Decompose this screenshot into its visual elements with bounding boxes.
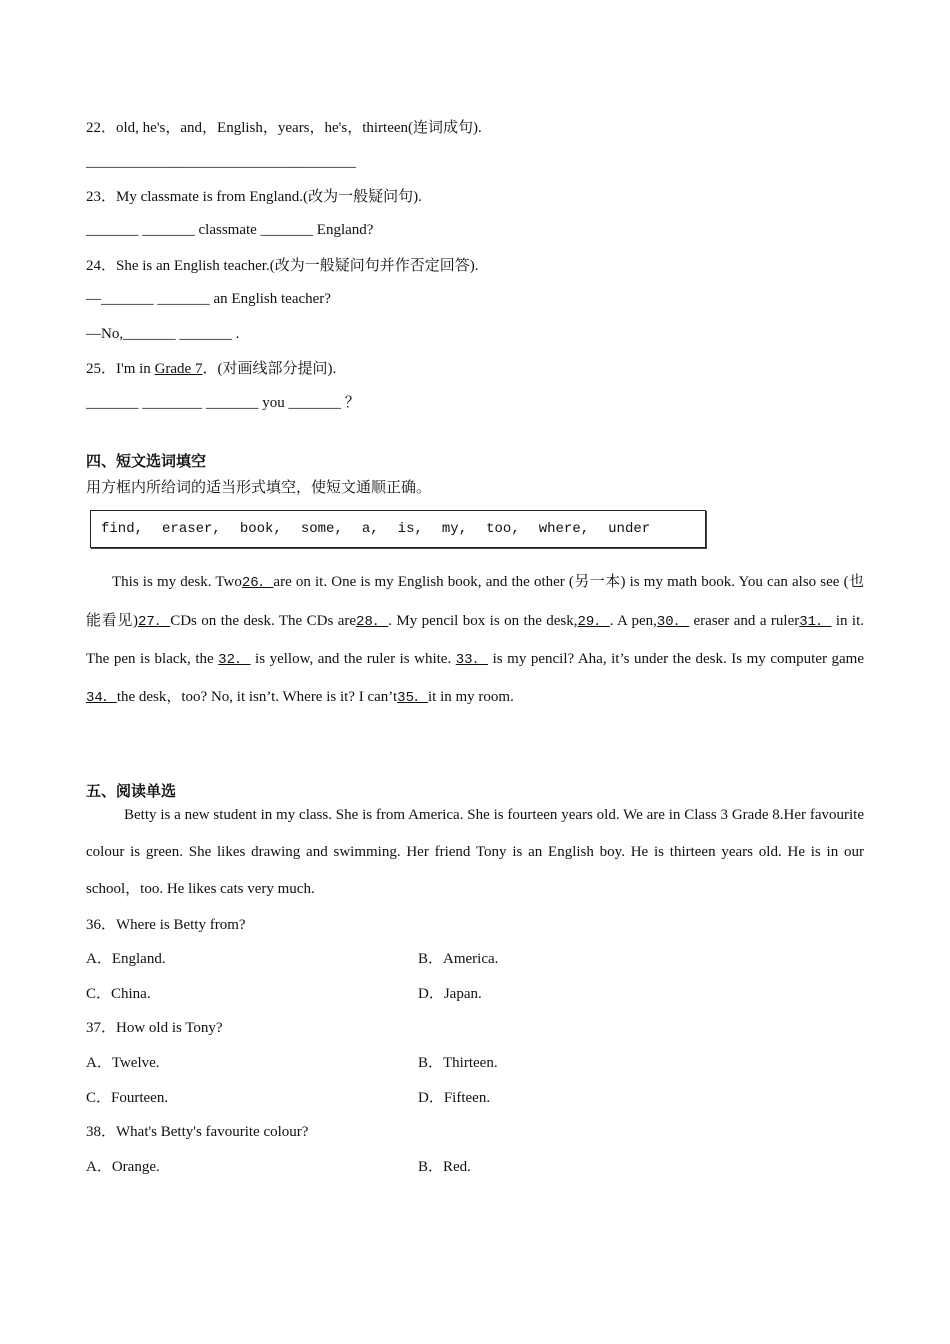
option-37-b[interactable]: B．Thirteen.	[418, 1055, 498, 1071]
word-item: too,	[486, 521, 520, 537]
option-36-d[interactable]: D．Japan.	[418, 986, 482, 1002]
question-25: 25．I'm in Grade 7．(对画线部分提问).	[86, 359, 337, 377]
answer-line-25[interactable]: _______ ________ _______ you _______ ？	[86, 395, 360, 411]
option-38-a[interactable]: A．Orange.	[86, 1159, 160, 1175]
word-item: some,	[300, 521, 343, 537]
word-item: book,	[239, 521, 282, 537]
section-4-title: 四、短文选词填空	[86, 452, 207, 470]
word-box	[90, 510, 706, 548]
word-item: a,	[361, 521, 379, 537]
blank-28[interactable]: 28．	[356, 614, 389, 630]
answer-line-24b[interactable]: —No,_______ _______ .	[86, 326, 240, 342]
option-37-a[interactable]: A．Twelve.	[86, 1055, 160, 1071]
blank-32[interactable]: 32．	[218, 652, 251, 668]
word-item: find,	[101, 521, 144, 537]
blank-31[interactable]: 31．	[799, 614, 832, 630]
blank-29[interactable]: 29．	[577, 614, 610, 630]
question-22: 22．old, he's，and，English，years，he's，thirteen(连词成句).	[86, 118, 482, 136]
underlined-phrase: Grade 7	[154, 361, 203, 377]
blank-30[interactable]: 30．	[656, 614, 690, 630]
answer-line-24a[interactable]: —_______ _______ an English teacher?	[86, 291, 331, 307]
cloze-passage: This is my desk. Two26．are on it. One is my English book, and the other (另一本) is my math book. You can also see (也能看见)27．CDs on the desk. The CDs are28．. My pencil box is on the desk,29．. A pen,30． eraser and a ruler31． in it. The pen is black, the 32． is yellow, and the ruler is white. 33． is my pencil? Aha, it’s under the desk. Is my computer game 34．the desk，too? No, it isn’t. Where is it? I can’t35．it in my room.	[86, 572, 864, 706]
blank-34[interactable]: 34．	[86, 690, 117, 706]
question-23: 23．My classmate is from England.(改为一般疑问句).	[86, 187, 422, 205]
option-37-d[interactable]: D．Fifteen.	[418, 1090, 491, 1106]
question-24: 24．She is an English teacher.(改为一般疑问句并作否定回答).	[86, 256, 479, 274]
answer-line-22[interactable]: ____________________________________	[86, 154, 356, 170]
word-item: under	[608, 521, 651, 537]
word-item: eraser,	[162, 521, 221, 537]
question-36: 36．Where is Betty from?	[86, 917, 246, 933]
section-5-title: 五、阅读单选	[86, 782, 177, 800]
reading-passage: Betty is a new student in my class. She is from America. She is fourteen years old. We are in Class 3 Grade 8.Her favourite colour is green. She likes drawing and swimming. Her friend Tony is an English boy. He is thirteen years old. He is in our school，too. He likes cats very much.	[86, 807, 864, 897]
blank-26[interactable]: 26．	[241, 575, 274, 591]
word-item: is,	[397, 521, 423, 537]
blank-33[interactable]: 33．	[455, 652, 489, 668]
option-36-c[interactable]: C．China.	[86, 986, 151, 1002]
option-36-b[interactable]: B．America.	[418, 951, 499, 967]
question-37: 37．How old is Tony?	[86, 1020, 223, 1036]
answer-line-23[interactable]: _______ _______ classmate _______ England?	[86, 222, 374, 238]
blank-35[interactable]: 35．	[397, 690, 428, 706]
blank-27[interactable]: 27．	[138, 614, 171, 630]
word-item: where,	[538, 521, 590, 537]
option-37-c[interactable]: C．Fourteen.	[86, 1090, 169, 1106]
question-38: 38．What's Betty's favourite colour?	[86, 1124, 309, 1140]
section-4-instruction: 用方框内所给词的适当形式填空，使短文通顺正确。	[86, 478, 432, 496]
option-36-a[interactable]: A．England.	[86, 951, 166, 967]
option-38-b[interactable]: B．Red.	[418, 1159, 471, 1175]
word-item: my,	[441, 521, 468, 537]
